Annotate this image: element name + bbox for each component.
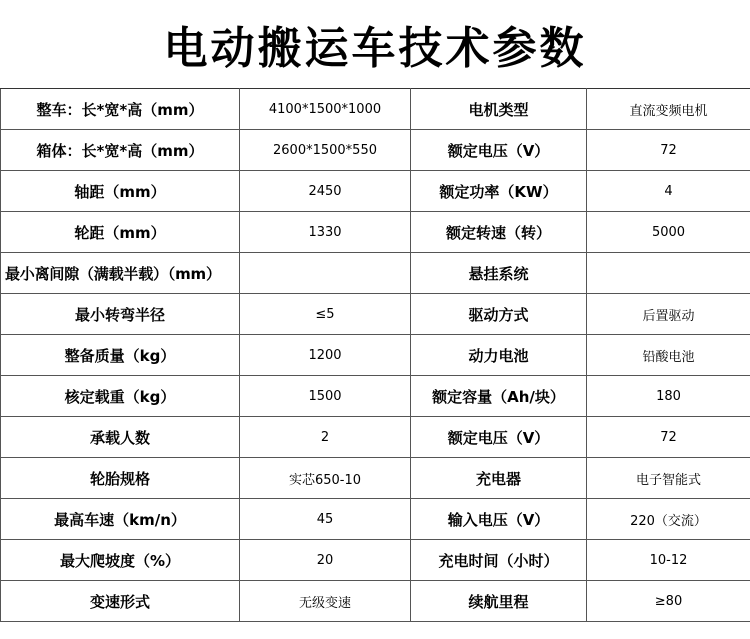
spec-label-right: 充电器 [411, 458, 587, 499]
spec-value-right: 72 [587, 130, 750, 171]
table-row [1, 253, 750, 294]
spec-value-right: 220（交流） [587, 499, 750, 540]
spec-value-left: 2450 [240, 171, 411, 212]
spec-label-left: 最大爬坡度（%） [1, 540, 240, 581]
page-title: 电动搬运车技术参数 [163, 23, 587, 74]
spec-label-left: 最小转弯半径 [1, 294, 240, 335]
spec-label-left: 箱体：长*宽*高（mm） [1, 130, 240, 171]
spec-value-left: 无级变速 [240, 581, 411, 622]
spec-value-left: 1330 [240, 212, 411, 253]
spec-label-right: 额定电压（V） [411, 130, 587, 171]
spec-label-left: 轴距（mm） [1, 171, 240, 212]
spec-label-right: 电机类型 [411, 89, 587, 130]
table-row [1, 499, 750, 540]
spec-value-right: 电子智能式 [587, 458, 750, 499]
spec-label-left: 最小离间隙（满载半载）（mm） [1, 253, 240, 294]
spec-table [0, 88, 750, 622]
table-row [1, 417, 750, 458]
spec-value-left: 2600*1500*550 [240, 130, 411, 171]
table-row [1, 458, 750, 499]
spec-label-left: 变速形式 [1, 581, 240, 622]
spec-label-right: 动力电池 [411, 335, 587, 376]
spec-label-right: 充电时间（小时） [411, 540, 587, 581]
spec-value-left [240, 253, 411, 294]
spec-label-left: 核定载重（kg） [1, 376, 240, 417]
table-row [1, 171, 750, 212]
spec-label-right: 悬挂系统 [411, 253, 587, 294]
table-row [1, 89, 750, 130]
spec-label-left: 轮距（mm） [1, 212, 240, 253]
spec-label-right: 续航里程 [411, 581, 587, 622]
table-row [1, 130, 750, 171]
table-row [1, 540, 750, 581]
spec-label-left: 轮胎规格 [1, 458, 240, 499]
spec-label-right: 输入电压（V） [411, 499, 587, 540]
spec-value-right: 5000 [587, 212, 750, 253]
table-row [1, 294, 750, 335]
spec-value-right: 10-12 [587, 540, 750, 581]
spec-label-left: 整备质量（kg） [1, 335, 240, 376]
spec-table-body [1, 89, 750, 622]
spec-label-left: 最高车速（km/n） [1, 499, 240, 540]
spec-label-right: 额定转速（转） [411, 212, 587, 253]
spec-value-right: 直流变频电机 [587, 89, 750, 130]
spec-value-left: ≤5 [240, 294, 411, 335]
table-row [1, 581, 750, 622]
spec-label-left: 整车：长*宽*高（mm） [1, 89, 240, 130]
spec-value-left: 1200 [240, 335, 411, 376]
table-row [1, 212, 750, 253]
spec-value-right: 铅酸电池 [587, 335, 750, 376]
spec-value-left: 1500 [240, 376, 411, 417]
table-row [1, 376, 750, 417]
table-row [1, 335, 750, 376]
spec-value-left: 20 [240, 540, 411, 581]
spec-value-right: ≥80 [587, 581, 750, 622]
spec-value-right: 后置驱动 [587, 294, 750, 335]
spec-value-right: 180 [587, 376, 750, 417]
spec-label-right: 驱动方式 [411, 294, 587, 335]
spec-value-left: 45 [240, 499, 411, 540]
spec-value-left: 4100*1500*1000 [240, 89, 411, 130]
spec-label-right: 额定电压（V） [411, 417, 587, 458]
spec-value-right: 4 [587, 171, 750, 212]
spec-value-left: 实芯650-10 [240, 458, 411, 499]
spec-label-right: 额定容量（Ah/块） [411, 376, 587, 417]
spec-label-right: 额定功率（KW） [411, 171, 587, 212]
spec-value-right [587, 253, 750, 294]
spec-label-left: 承载人数 [1, 417, 240, 458]
spec-value-right: 72 [587, 417, 750, 458]
spec-value-left: 2 [240, 417, 411, 458]
